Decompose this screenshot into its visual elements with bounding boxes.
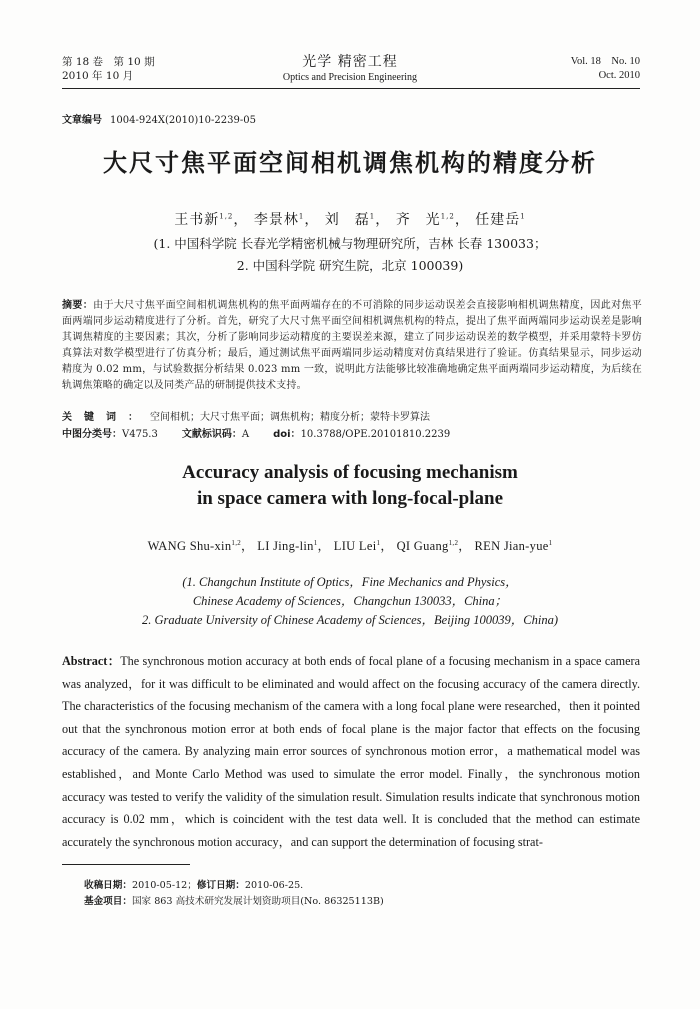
- author-cn: 齐 光: [395, 212, 441, 228]
- journal-title-cn: 光学 精密工程: [302, 54, 398, 70]
- header-right: [571, 55, 640, 83]
- volume-issue-cn: 第 18 卷 第 10 期: [62, 56, 155, 68]
- affiliation-cn-1: (1. 中国科学院 长春光学精密机械与物理研究所，吉林 长春 130033；: [153, 236, 547, 251]
- article-number-value: 1004-924X(2010)10-2239-05: [110, 115, 256, 126]
- author-en: LIU Lei: [333, 539, 377, 553]
- received-date: 2010-05-12；: [131, 880, 197, 891]
- received-label: 收稿日期：: [84, 880, 132, 891]
- author-cn: 王书新: [174, 212, 220, 228]
- author-en-sup: 1: [548, 538, 553, 547]
- article-number-label: 文章编号: [62, 115, 102, 126]
- author-cn-sup: 1: [369, 212, 376, 221]
- abstract-cn-text: 由于大尺寸焦平面空间相机调焦机构的焦平面两端存在的不可消除的同步运动误差会直接影响相机调焦精度，因此对焦平面两端同步运动精度进行了分析。首先，研究了大尺寸焦平面空间相机调焦机构的特点，提出了焦平面两端同步运动误差是影响其调焦精度的主要因素；其次，分析了影响同步运动精度的主要误差来源，建立了同步运动误差的数学模型，并采用蒙特卡罗仿真算法对数学模型进行了仿真分析；最后，通过测试焦平面两端同步运动精度对仿真结果进行了验证。仿真结果显示，同步运动精度为 0.02 mm，与试验数据分析结果 0.023 mm 一致，说明此方法能够比较准确地确定焦平面两端同步运动精度，为后续在轨调焦策略的确定以及同类产品的研制提供技术支持。: [62, 300, 642, 391]
- affiliation-en-2: Chinese Academy of Sciences，Changchun 130033，China；: [192, 594, 508, 608]
- author-en: REN Jian-yue: [474, 539, 549, 553]
- date-cn: 2010 年 10 月: [62, 70, 134, 82]
- doi-value: 10.3788/OPE.20101810.2239: [300, 429, 451, 440]
- title-en: [0, 460, 700, 512]
- abstract-en: [62, 650, 640, 853]
- abstract-en-text: The synchronous motion accuracy at both ends of focal plane of a focusing mechanism in a space camera was analyzed，for it was difficult to be eliminated and would affect on the focusing accuracy of the camera directly. The characteristics of the focusing mechanism of the camera with a long focal plane were researched，then it pointed out that the synchronous motion error at both ends of focal plane is the major factor that effects on the focusing accuracy of the camera. By analyzing main error sources of synchronous motion error，a mathematical model was established，and Monte Carlo Method was used to simulate the error model. Finally，the synchronous motion accuracy was tested to verify the validity of the simulation result. Simulation results indicate that synchronous motion accuracy is 0.02 mm，which is coincident with the test data well. It is concluded that the method can estimate accurately the synchronous motion accuracy，and can support the determination of focusing strat-: [62, 654, 640, 849]
- author-cn-sup: 1: [520, 212, 526, 221]
- affiliation-en-3: 2. Graduate University of Chinese Academy of Sciences，Beijing 100039，China): [141, 613, 558, 627]
- article-number: [62, 111, 256, 126]
- fund-text: 国家 863 高技术研究发展计划资助项目(No. 86325113B): [131, 896, 384, 907]
- keywords-cn-label: 关键词：: [62, 412, 150, 423]
- author-cn-sup: 1,2: [219, 212, 234, 221]
- authors-cn: 王书新$^{1,2}$， 李景林$^1$， 刘 磊$^1$， 齐 光$^{1,2}$， 任建岳$^1$: [174, 212, 526, 228]
- header-rule: [62, 88, 640, 89]
- author-en-sup: 1: [376, 538, 381, 547]
- clc-label: 中图分类号：: [62, 429, 122, 440]
- abstract-cn: [62, 298, 642, 394]
- doc-code-value: A: [241, 429, 250, 440]
- revised-date: 2010-06-25.: [244, 880, 304, 891]
- title-cn: 大尺寸焦平面空间相机调焦机构的精度分析: [103, 149, 597, 177]
- journal-title-en: Optics and Precision Engineering: [282, 72, 418, 83]
- footnote-fund: [84, 894, 384, 910]
- classification-row: [62, 425, 450, 440]
- doi-label: doi：: [273, 429, 301, 440]
- author-cn-sup: 1: [298, 212, 305, 221]
- doc-code-label: 文献标识码：: [181, 429, 242, 440]
- abstract-en-label: Abstract：: [62, 654, 121, 668]
- author-en-sup: 1: [313, 538, 318, 547]
- revised-label: 修订日期：: [196, 880, 245, 891]
- author-cn: 刘 磊: [324, 212, 370, 228]
- authors-en: WANG Shu-xin$^{1,2}$， LI Jing-lin$^1$， LIU Lei$^1$， QI Guang$^{1,2}$， REN Jian-yue$^1$: [147, 538, 553, 553]
- title-en-line-2: in space camera with long-focal-plane: [196, 488, 504, 509]
- author-cn: 李景林: [253, 212, 299, 228]
- affiliation-en-1: (1. Changchun Institute of Optics，Fine Mechanics and Physics，: [182, 575, 518, 589]
- fund-label: 基金项目：: [84, 896, 132, 907]
- title-en-line-1: Accuracy analysis of focusing mechanism: [182, 462, 518, 483]
- abstract-cn-label: 摘要：: [62, 300, 94, 311]
- author-en: WANG Shu-xin: [147, 539, 232, 553]
- clc-value: V475.3: [122, 429, 158, 440]
- journal-name: [200, 53, 500, 84]
- footnote-dates: [84, 878, 303, 894]
- volume-issue-en: Vol. 18 No. 10: [570, 56, 640, 67]
- affiliation-cn-2: 2. 中国科学院 研究生院，北京 100039): [236, 258, 464, 273]
- date-en: Oct. 2010: [598, 70, 640, 81]
- header-left: [62, 55, 155, 83]
- footnote-rule: [62, 864, 190, 865]
- author-en-sup: 1,2: [231, 538, 242, 547]
- author-en-sup: 1,2: [448, 538, 459, 547]
- author-en: QI Guang: [396, 539, 449, 553]
- author-en: LI Jing-lin: [257, 539, 314, 553]
- author-cn: 任建岳: [475, 212, 521, 228]
- keywords-cn: [62, 408, 430, 423]
- keywords-cn-text: 空间相机；大尺寸焦平面；调焦机构；精度分析；蒙特卡罗算法: [150, 412, 430, 423]
- author-cn-sup: 1,2: [440, 212, 455, 221]
